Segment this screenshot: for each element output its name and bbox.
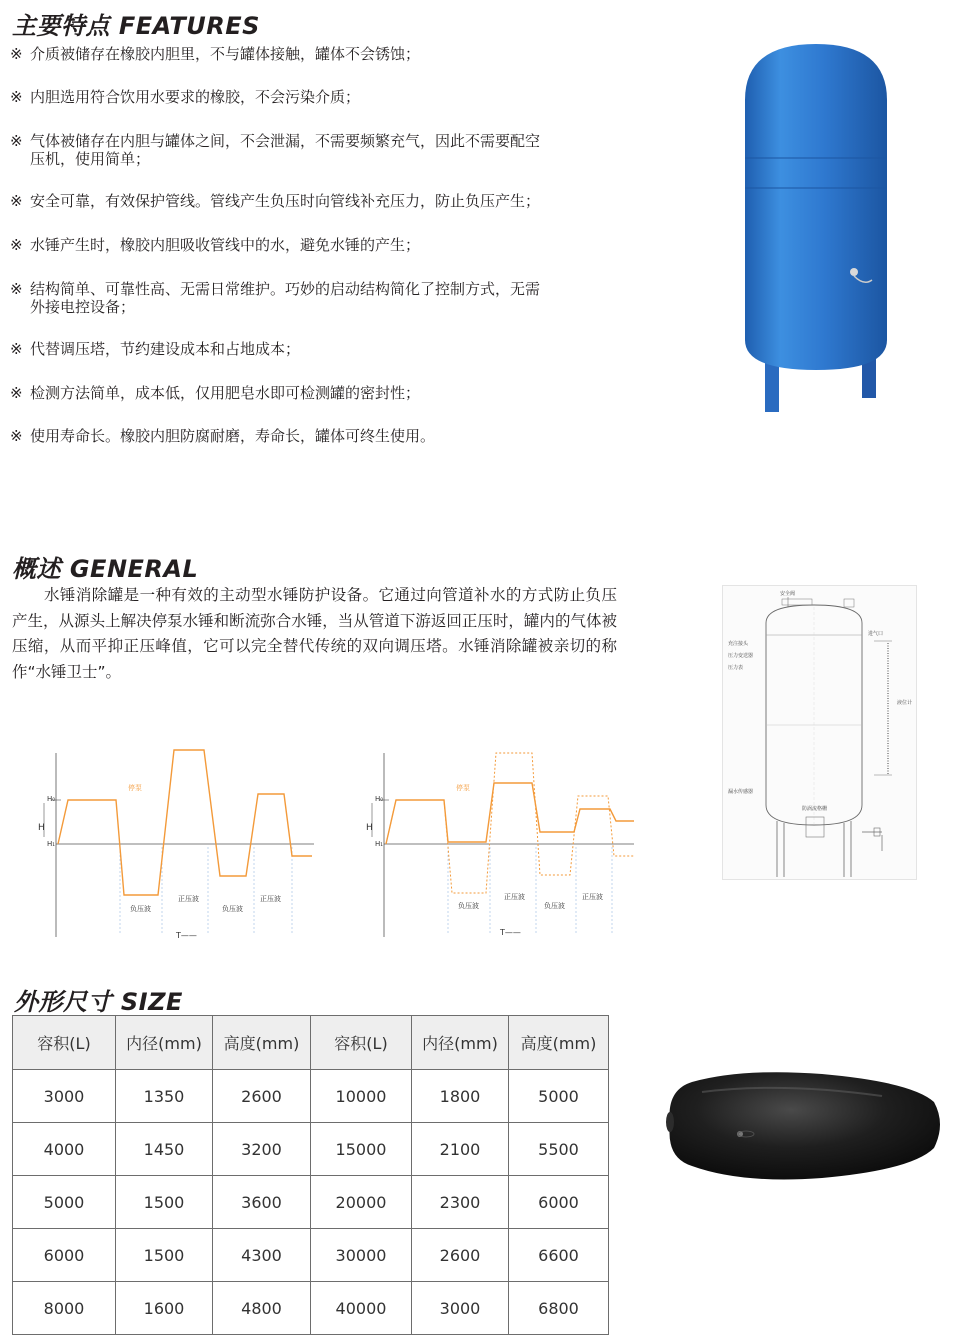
blue-tank-image xyxy=(738,40,888,415)
general-title: 概述 GENERAL xyxy=(12,555,199,583)
table-cell: 10000 xyxy=(311,1070,412,1123)
table-row xyxy=(13,1070,609,1123)
feature-text-line: 介质被储存在橡胶内胆里，不与罐体接触，罐体不会锈蚀； xyxy=(30,45,421,63)
pressure-wave-chart-1 xyxy=(36,745,316,940)
table-row xyxy=(13,1229,609,1282)
h0-label: H₀ xyxy=(47,795,56,803)
feature-item xyxy=(10,88,610,106)
feature-text xyxy=(30,88,608,106)
table-cell: 2100 xyxy=(412,1123,509,1176)
header-capacity-2: 容积(L) xyxy=(311,1016,412,1070)
bullet-mark: ※ xyxy=(10,427,23,445)
table-cell: 3000 xyxy=(13,1070,116,1123)
feature-item xyxy=(10,45,610,63)
pressure-wave-chart-2 xyxy=(364,745,644,940)
bullet-mark: ※ xyxy=(10,236,23,254)
table-row xyxy=(13,1176,609,1229)
table-row xyxy=(13,1282,609,1335)
stop-pump-label-2: 停泵 xyxy=(456,784,470,792)
feature-text-line: 安全可靠，有效保护管线。管线产生负压时向管线补充压力，防止负压产生； xyxy=(30,192,541,210)
pressure-sensor-label: 压力变送器 xyxy=(728,653,754,659)
charge-port-label: 充注接头 xyxy=(728,641,749,647)
feature-text xyxy=(30,427,608,445)
time-axis-label: T—— xyxy=(176,931,197,940)
table-cell: 8000 xyxy=(13,1282,116,1335)
size-table-body xyxy=(13,1070,609,1335)
table-cell: 4800 xyxy=(213,1282,311,1335)
table-cell: 6600 xyxy=(509,1229,609,1282)
pressure-gauge-label: 压力表 xyxy=(728,665,744,671)
table-cell: 1800 xyxy=(412,1070,509,1123)
bullet-mark: ※ xyxy=(10,45,23,63)
feature-text-line: 压机，使用简单； xyxy=(30,150,151,168)
negative-wave-label-4: 负压波 xyxy=(544,902,565,910)
rubber-bladder-image xyxy=(662,1062,947,1187)
feature-text-line: 检测方法简单，成本低，仅用肥皂水即可检测罐的密封性； xyxy=(30,384,421,402)
table-cell: 20000 xyxy=(311,1176,412,1229)
table-cell: 5000 xyxy=(13,1176,116,1229)
table-cell: 30000 xyxy=(311,1229,412,1282)
feature-text-line: 代替调压塔，节约建设成本和占地成本； xyxy=(30,340,301,358)
feature-text-line: 水锤产生时，橡胶内胆吸收管线中的水，避免水锤的产生； xyxy=(30,236,421,254)
table-cell: 6000 xyxy=(13,1229,116,1282)
negative-wave-label-3: 负压波 xyxy=(458,902,479,910)
feature-text xyxy=(30,236,608,254)
header-inner-diameter: 内径(mm) xyxy=(116,1016,213,1070)
feature-text-line: 使用寿命长。橡胶内胆防腐耐磨，寿命长，罐体可终生使用。 xyxy=(30,427,436,445)
positive-wave-label-2: 正压波 xyxy=(260,895,281,903)
general-paragraph: 水锤消除罐是一种有效的主动型水锤防护设备。它通过向管道补水的方式防止负压产生，从源头上解决停泵水锤和断流弥合水锤，当从管道下游返回正压时，罐内的气体被压缩，从而平抑正压峰值，它可以完全替代传统的双向调压塔。水锤消除罐被亲切的称作“水锤卫士”。 xyxy=(12,586,617,681)
header-capacity: 容积(L) xyxy=(13,1016,116,1070)
feature-item xyxy=(10,384,610,402)
stop-pump-label: 停泵 xyxy=(128,784,142,792)
table-cell: 1450 xyxy=(116,1123,213,1176)
feature-text-line: 结构简单、可靠性高、无需日常维护。巧妙的启动结构简化了控制方式，无需 xyxy=(30,280,541,298)
tank-technical-diagram xyxy=(722,585,917,880)
feature-item xyxy=(10,280,610,316)
table-cell: 3000 xyxy=(412,1282,509,1335)
table-cell: 2300 xyxy=(412,1176,509,1229)
bullet-mark: ※ xyxy=(10,88,23,106)
table-cell: 5000 xyxy=(509,1070,609,1123)
table-cell: 1500 xyxy=(116,1176,213,1229)
feature-text-line: 内胆选用符合饮用水要求的橡胶，不会污染介质； xyxy=(30,88,361,106)
time-axis-label-2: T—— xyxy=(500,928,521,937)
feature-text xyxy=(30,192,608,210)
bullet-mark: ※ xyxy=(10,132,23,150)
vent-label: 进气口 xyxy=(868,631,884,637)
table-cell: 1350 xyxy=(116,1070,213,1123)
safety-valve-label: 安全阀 xyxy=(780,591,796,597)
bullet-mark: ※ xyxy=(10,340,23,358)
table-cell: 1500 xyxy=(116,1229,213,1282)
table-cell: 2600 xyxy=(213,1070,311,1123)
leak-sensor-label: 漏水传感器 xyxy=(728,789,754,795)
table-cell: 15000 xyxy=(311,1123,412,1176)
h-label: H xyxy=(38,823,45,833)
bullet-mark: ※ xyxy=(10,280,23,298)
table-row xyxy=(13,1123,609,1176)
h1-label: H₁ xyxy=(47,840,56,848)
size-table xyxy=(12,1015,609,1335)
negative-wave-label-1: 负压波 xyxy=(130,905,151,913)
feature-item xyxy=(10,236,610,254)
bullet-mark: ※ xyxy=(10,384,23,402)
size-table-header-row xyxy=(13,1016,609,1070)
h1-label-2: H₁ xyxy=(375,840,384,848)
features-title: 主要特点 FEATURES xyxy=(12,12,260,40)
table-cell: 4000 xyxy=(13,1123,116,1176)
h-label-2: H xyxy=(366,823,373,833)
table-cell: 5500 xyxy=(509,1123,609,1176)
feature-text xyxy=(30,132,608,168)
feature-text xyxy=(30,280,608,316)
feature-text xyxy=(30,384,608,402)
positive-wave-label-1: 正压波 xyxy=(178,895,199,903)
feature-text-line: 气体被储存在内胆与罐体之间，不会泄漏，不需要频繁充气，因此不需要配空 xyxy=(30,132,541,150)
feature-item xyxy=(10,427,610,445)
table-cell: 6800 xyxy=(509,1282,609,1335)
size-title: 外形尺寸 SIZE xyxy=(14,988,183,1016)
level-gauge-label: 液位计 xyxy=(897,700,913,706)
table-cell: 3600 xyxy=(213,1176,311,1229)
table-cell: 1600 xyxy=(116,1282,213,1335)
feature-text xyxy=(30,45,608,63)
header-height: 高度(mm) xyxy=(213,1016,311,1070)
table-cell: 4300 xyxy=(213,1229,311,1282)
feature-item xyxy=(10,340,610,358)
bullet-mark: ※ xyxy=(10,192,23,210)
negative-wave-label-2: 负压波 xyxy=(222,905,243,913)
feature-item xyxy=(10,192,610,210)
table-cell: 40000 xyxy=(311,1282,412,1335)
table-cell: 2600 xyxy=(412,1229,509,1282)
header-inner-diameter-2: 内径(mm) xyxy=(412,1016,509,1070)
feature-text xyxy=(30,340,608,358)
positive-wave-label-3: 正压波 xyxy=(504,893,525,901)
h0-label-2: H₀ xyxy=(375,795,384,803)
feature-text-line: 外接电控设备； xyxy=(30,298,136,316)
table-cell: 6000 xyxy=(509,1176,609,1229)
feature-item xyxy=(10,132,610,168)
header-height-2: 高度(mm) xyxy=(509,1016,609,1070)
anti-vortex-label: 防涡流格栅 xyxy=(802,806,828,812)
table-cell: 3200 xyxy=(213,1123,311,1176)
positive-wave-label-4: 正压波 xyxy=(582,893,603,901)
